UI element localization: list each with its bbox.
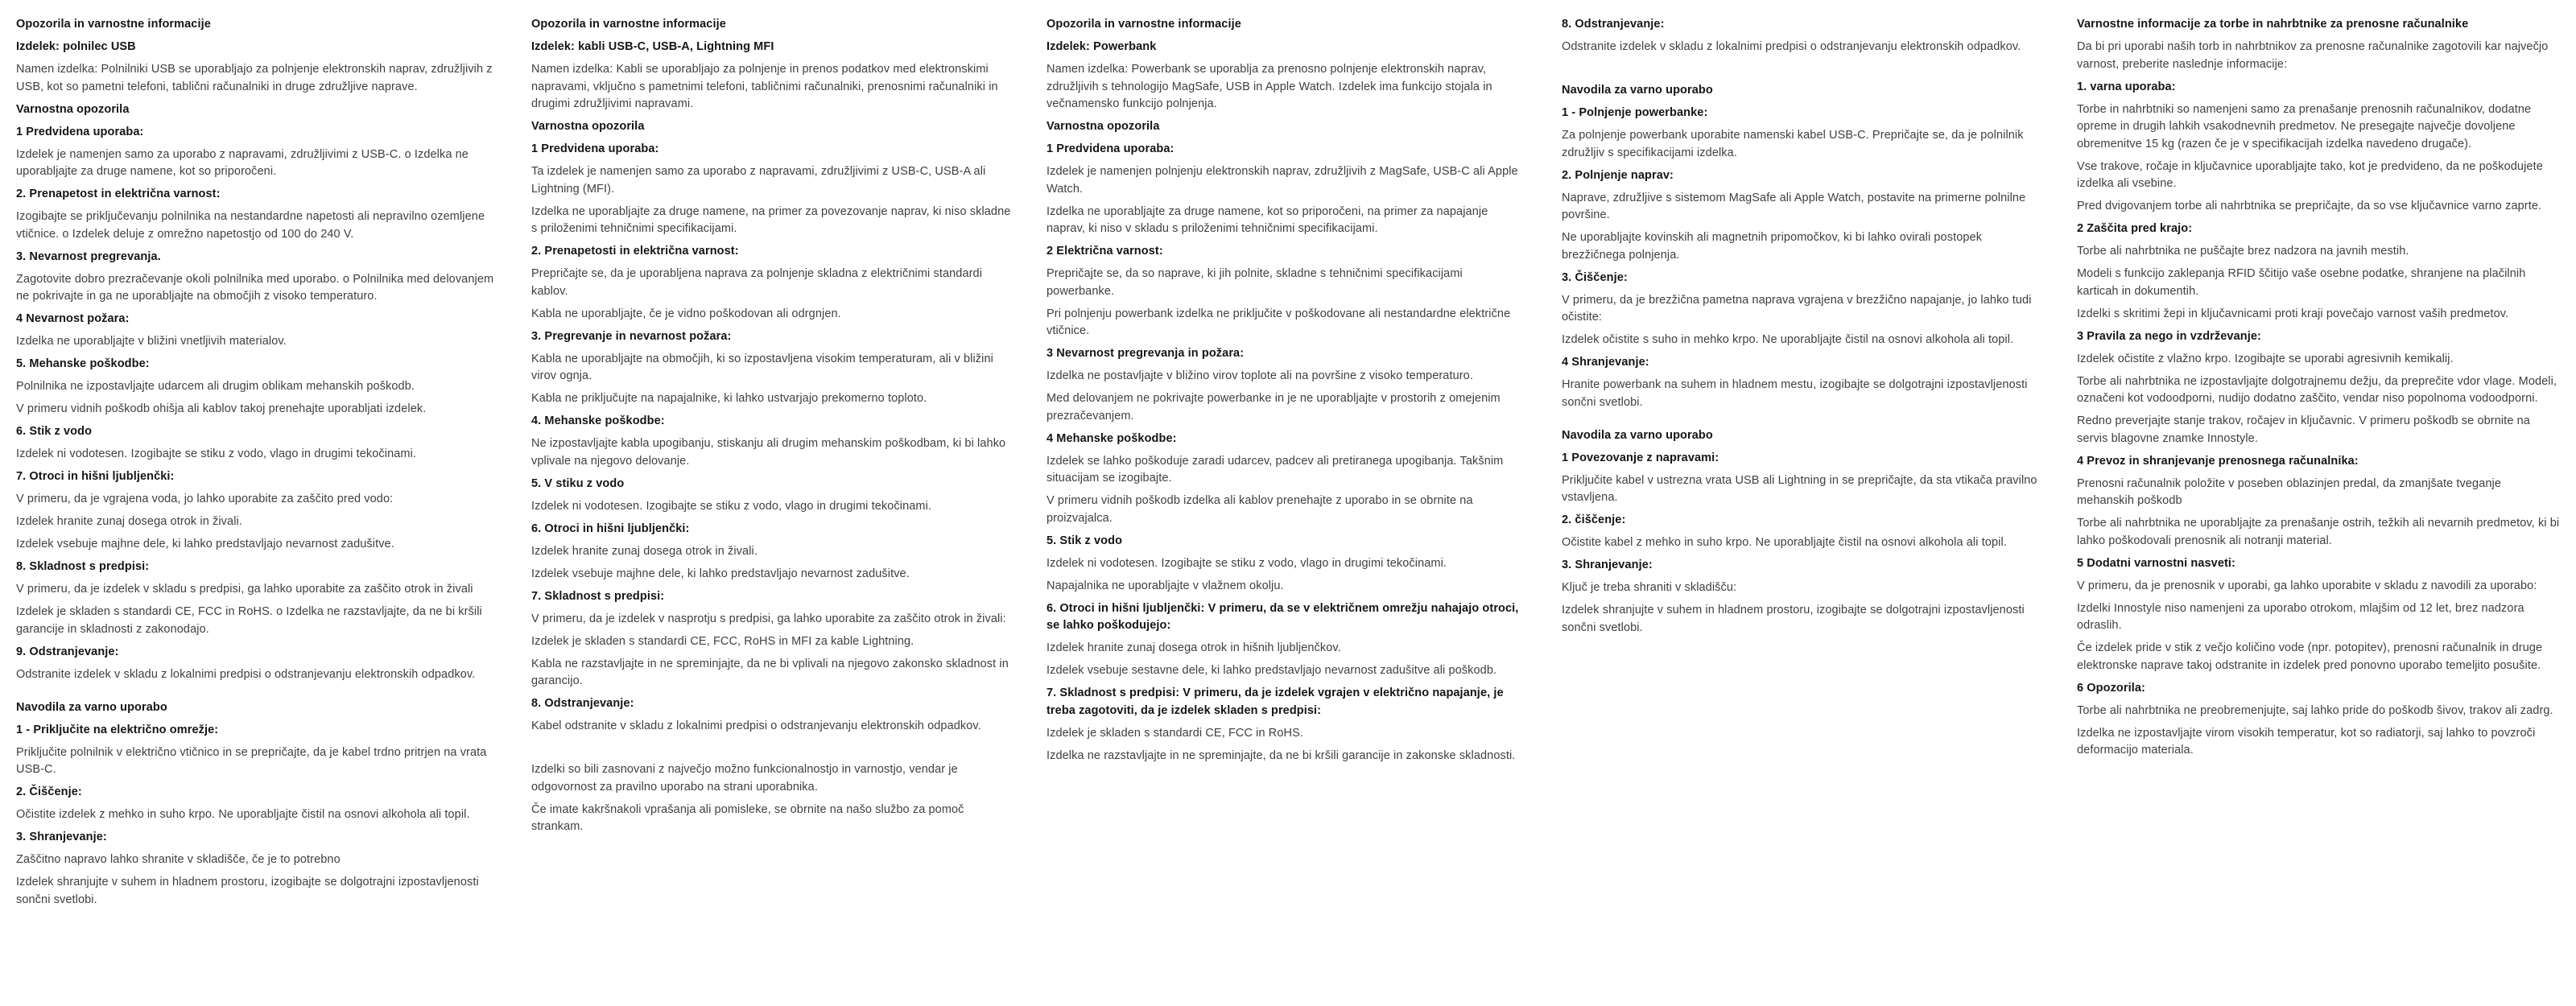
section-heading: 3 Nevarnost pregrevanja in požara: <box>1046 347 1245 360</box>
paragraph: Kabla ne priključujte na napajalnike, ki lahko ustvarjajo prekomerno toploto. <box>531 392 927 405</box>
paragraph: V primeru, da je izdelek v nasprotju s predpisi, ga lahko uporabite za zaščito otrok in živali: <box>531 612 1006 625</box>
section-spacer <box>16 689 499 699</box>
paragraph: Če imate kakršnakoli vprašanja ali pomisleke, se obrnite na našo službo za pomoč strankam. <box>531 802 964 833</box>
paragraph: Izdelek ni vodotesen. Izogibajte se stiku z vodo, vlago in drugimi tekočinami. <box>531 499 932 513</box>
paragraph: Ta izdelek je namenjen samo za uporabo z napravami, združljivimi z USB-C, USB-A ali Lightning (MFI). <box>531 165 986 196</box>
paragraph: Ne izpostavljajte kabla upogibanju, stiskanju ali drugim mehanskim poškodbam, ki bi lahko vplivale na njegovo delovanje. <box>531 437 1006 468</box>
column-laptop-bags <box>2077 16 2560 765</box>
column-powerbank <box>1046 16 1530 770</box>
section-heading: 6. Otroci in hišni ljubljenčki: <box>531 522 690 535</box>
section-heading: 2. Čiščenje: <box>16 785 82 798</box>
paragraph: Ne uporabljajte kovinskih ali magnetnih pripomočkov, ki bi lahko ovirali postopek brezžičnega polnjenja. <box>1562 231 1983 262</box>
section-heading: 6 Opozorila: <box>2077 681 2145 695</box>
column-usb-charger <box>16 16 499 914</box>
paragraph: Pri polnjenju powerbank izdelka ne priključite v poškodovane ali nestandardne električne vtičnice. <box>1046 307 1511 337</box>
section-heading: 4 Prevoz in shranjevanje prenosnega računalnika: <box>2077 454 2359 468</box>
paragraph: Izdelek hranite zunaj dosega otrok in živali. <box>531 544 758 558</box>
paragraph: V primeru vidnih poškodb izdelka ali kablov prenehajte z uporabo in se obrnite na proizvajalca. <box>1046 494 1473 525</box>
paragraph: Priključite kabel v ustrezna vrata USB ali Lightning in se prepričajte, da sta vtikača pravilno vstavljena. <box>1562 473 2037 504</box>
paragraph: V primeru, da je vgrajena voda, jo lahko uporabite za zaščito pred vodo: <box>16 493 394 505</box>
paragraph: Torbe ali nahrbtnika ne preobremenjujte, saj lahko pride do poškodb šivov, trakov ali zadrg. <box>2077 703 2553 717</box>
section-heading: 5. Mehanske poškodbe: <box>16 357 150 370</box>
section-heading: Varnostna opozorila <box>531 120 645 133</box>
section-heading: 5. V stiku z vodo <box>531 476 625 490</box>
paragraph: Izdelki s skritimi žepi in ključavnicami proti kraji povečajo varnost vaših predmetov. <box>2077 307 2509 320</box>
paragraph: Izdelki so bili zasnovani z največjo možno funkcionalnostjo in varnostjo, vendar je odgovornost za pravilno uporabo na strani uporabnika. <box>531 763 958 794</box>
paragraph: Izdelki Innostyle niso namenjeni za uporabo otrokom, mlajšim od 12 let, brez nadzora odraslih. <box>2077 601 2524 632</box>
paragraph: Modeli s funkcijo zaklepanja RFID ščitijo vaše osebne podatke, shranjene na plačilnih karticah in dokumentih. <box>2077 267 2526 298</box>
paragraph: Torbe ali nahrbtnika ne uporabljajte za prenašanje ostrih, težkih ali nevarnih predmetov, ki bi lahko poškodovali prenosnik ali notranji material. <box>2077 517 2560 547</box>
paragraph: Priključite polnilnik v električno vtičnico in se prepričajte, da je kabel trdno pritrjen na vrata USB-C. <box>16 745 487 776</box>
paragraph: Kabel odstranite v skladu z lokalnimi predpisi o odstranjevanju elektronskih odpadkov. <box>531 719 981 732</box>
section-heading: 3. Nevarnost pregrevanja. <box>16 249 161 263</box>
paragraph: Izdelek je skladen s standardi CE, FCC in RoHS. <box>1046 726 1303 740</box>
paragraph: Izdelek je skladen s standardi CE, FCC, RoHS in MFI za kable Lightning. <box>531 634 914 648</box>
paragraph: Naprave, združljive s sistemom MagSafe ali Apple Watch, postavite na primerne polnilne površine. <box>1562 191 2026 221</box>
paragraph: Izogibajte se priključevanju polnilnika na nestandardne napetosti ali nepravilno ozemljene vtičnice. o Izdelek deluje z omrežno napetostjo od 100 do 240 V. <box>16 210 485 241</box>
paragraph: Izdelek vsebuje majhne dele, ki lahko predstavljajo nevarnost zadušitve. <box>16 538 394 550</box>
paragraph: Izdelka ne uporabljajte za druge namene, na primer za povezovanje naprav, ki niso skladne s priloženimi tehničnimi specifikacijami. <box>531 204 1011 235</box>
paragraph: Kabla ne razstavljajte in ne spreminjajte, da ne bi vplivali na njegovo zakonsko skladnost in garancijo. <box>531 657 1009 687</box>
section-heading: 2 Zaščita pred krajo: <box>2077 222 2193 235</box>
paragraph: Odstranite izdelek v skladu z lokalnimi predpisi o odstranjevanju elektronskih odpadkov. <box>16 667 476 681</box>
paragraph: Izdelek očistite z vlažno krpo. Izogibajte se uporabi agresivnih kemikalij. <box>2077 352 2454 365</box>
paragraph: Hranite powerbank na suhem in hladnem mestu, izogibajte se dolgotrajni izpostavljenosti sončni svetlobi. <box>1562 378 2028 409</box>
section-heading: 4. Mehanske poškodbe: <box>531 414 665 427</box>
paragraph: Polnilnika ne izpostavljajte udarcem ali drugim oblikam mehanskih poškodb. <box>16 380 415 393</box>
paragraph: Kabla ne uporabljajte, če je vidno poškodovan ali odrgnjen. <box>531 307 841 320</box>
paragraph: Pred dvigovanjem torbe ali nahrbtnika se prepričajte, da so vse ključavnice varno zaprte. <box>2077 200 2542 212</box>
paragraph: Izdelka ne izpostavljajte virom visokih temperatur, kot so radiatorji, saj lahko to povzroči deformacijo materiala. <box>2077 726 2536 757</box>
paragraph: Izdelka ne razstavljajte in ne spreminjajte, da ne bi kršili garancije in zakonske skladnosti. <box>1046 748 1516 762</box>
paragraph: Redno preverjajte stanje trakov, ročajev in ključavnic. V primeru poškodb se obrnite na servis blagovne znamke Innostyle. <box>2077 414 2530 445</box>
paragraph: Očistite kabel z mehko in suho krpo. Ne uporabljajte čistil na osnovi alkohola ali topil. <box>1562 536 2007 549</box>
section-heading: Varnostna opozorila <box>16 102 130 116</box>
section-heading: Navodila za varno uporabo <box>1562 428 1713 442</box>
paragraph: Izdelek je skladen s standardi CE, FCC in RoHS. o Izdelka ne razstavljajte, da ne bi kršili garancije in skladnosti z zakonodajo. <box>16 605 482 636</box>
section-spacer <box>531 740 1014 761</box>
section-heading: 5. Stik z vodo <box>1046 534 1123 547</box>
paragraph: Kabla ne uporabljajte na območjih, ki so izpostavljena visokim temperaturam, ali v bližini virov ognja. <box>531 352 993 382</box>
paragraph: Izdelek shranjujte v suhem in hladnem prostoru, izogibajte se dolgotrajni izpostavljenosti sončni svetlobi. <box>16 876 479 906</box>
section-heading: 5 Dodatni varnostni nasveti: <box>2077 556 2235 570</box>
section-heading: 3. Shranjevanje: <box>1562 559 1653 571</box>
section-heading: Opozorila in varnostne informacije <box>1046 18 1241 31</box>
paragraph: Vse trakove, ročaje in ključavnice uporabljajte tako, kot je predvideno, da ne poškodujete izdelka ali vsebine. <box>2077 159 2543 190</box>
section-heading: 9. Odstranjevanje: <box>16 645 119 658</box>
section-heading: 4 Shranjevanje: <box>1562 356 1649 369</box>
section-heading: 8. Odstranjevanje: <box>1562 18 1665 31</box>
paragraph: Očistite izdelek z mehko in suho krpo. Ne uporabljajte čistil na osnovi alkohola ali topil. <box>16 808 470 821</box>
section-heading: 8. Odstranjevanje: <box>531 697 634 710</box>
paragraph: Izdelek je namenjen samo za uporabo z napravami, združljivimi z USB-C. o Izdelka ne uporabljajte za druge namene, kot so priporočeni. <box>16 147 469 178</box>
section-heading: 6. Stik z vodo <box>16 425 93 438</box>
paragraph: V primeru vidnih poškodb ohišja ali kablov takoj prenehajte uporabljati izdelek. <box>16 402 427 415</box>
section-heading: Izdelek: Powerbank <box>1046 40 1157 53</box>
section-heading: 1. varna uporaba: <box>2077 80 2176 93</box>
section-heading: Varnostne informacije za torbe in nahrbtnike za prenosne računalnike <box>2077 18 2469 31</box>
paragraph: Prepričajte se, da so naprave, ki jih polnite, skladne s tehničnimi specifikacijami powerbanke. <box>1046 267 1463 298</box>
column-cables <box>531 16 1014 841</box>
paragraph: Torbe ali nahrbtnika ne puščajte brez nadzora na javnih mestih. <box>2077 245 2409 258</box>
section-heading: Izdelek: kabli USB-C, USB-A, Lightning MFI <box>531 40 774 53</box>
section-heading: 7. Skladnost s predpisi: <box>531 589 665 603</box>
paragraph: Če izdelek pride v stik z večjo količino vode (npr. potopitev), prenosni računalnik in druge elektronske naprave takoj odstranite in izdelek pred ponovno uporabo temeljito posušite. <box>2077 641 2543 672</box>
paragraph: Izdelek hranite zunaj dosega otrok in hišnih ljubljenčkov. <box>1046 641 1341 654</box>
paragraph: V primeru, da je brezžična pametna naprava vgrajena v brezžično napajanje, jo lahko tudi očistite: <box>1562 293 2032 324</box>
paragraph: Izdelka ne uporabljajte v bližini vnetljivih materialov. <box>16 335 287 348</box>
paragraph: Ključ je treba shraniti v skladišču: <box>1562 581 1737 594</box>
paragraph: V primeru, da je izdelek v skladu s predpisi, ga lahko uporabite za zaščito otrok in živali <box>16 583 473 596</box>
paragraph: Da bi pri uporabi naših torb in nahrbtnikov za prenosne računalnike zagotovili kar največjo varnost, preberite naslednje informacije: <box>2077 40 2549 71</box>
section-heading: Navodila za varno uporabo <box>1562 84 1713 97</box>
section-heading: 8. Skladnost s predpisi: <box>16 560 150 573</box>
section-heading: 1 - Polnjenje powerbanke: <box>1562 106 1708 119</box>
section-heading: 2 Električna varnost: <box>1046 245 1163 258</box>
paragraph: Izdelek očistite s suho in mehko krpo. Ne uporabljajte čistil na osnovi alkohola ali topil. <box>1562 333 2014 346</box>
section-heading: 3. Čiščenje: <box>1562 270 1628 284</box>
section-heading: 3. Pregrevanje in nevarnost požara: <box>531 329 732 343</box>
paragraph: Izdelek ni vodotesen. Izogibajte se stiku z vodo, vlago in drugimi tekočinami. <box>16 447 417 460</box>
section-heading: 1 - Priključite na električno omrežje: <box>16 723 219 736</box>
section-heading: 7. Skladnost s predpisi: V primeru, da je izdelek vgrajen v električno napajanje, je treba zagotoviti, da je izdelek skladen s predpisi: <box>1046 686 1504 717</box>
section-heading: Navodila za varno uporabo <box>16 700 167 714</box>
paragraph: Namen izdelka: Polnilniki USB se uporabljajo za polnjenje elektronskih naprav, združljivih z USB, kot so pametni telefoni, tablični računalniki in druge združljive naprave. <box>16 63 493 93</box>
section-heading: 1 Predvidena uporaba: <box>16 125 144 138</box>
section-heading: 2. Prenapetosti in električna varnost: <box>531 245 739 258</box>
paragraph: Napajalnika ne uporabljajte v vlažnem okolju. <box>1046 579 1284 592</box>
paragraph: Zagotovite dobro prezračevanje okoli polnilnika med uporabo. o Polnilnika med delovanjem ne pokrivajte in ga ne uporabljajte na območjih z visoko temperaturo. <box>16 272 494 303</box>
section-heading: 2. Prenapetost in električna varnost: <box>16 188 221 200</box>
paragraph: Izdelka ne postavljajte v bližino virov toplote ali na površine z visoko temperaturo. <box>1046 369 1473 382</box>
paragraph: Torbe ali nahrbtnika ne izpostavljajte dolgotrajnemu dežju, da preprečite vdor vlage. Modeli, označeni kot vodoodporni, nudijo dodatno zaščito, vendar niso popolnoma vodoodporni. <box>2077 374 2557 405</box>
paragraph: Izdelek vsebuje majhne dele, ki lahko predstavljajo nevarnost zadušitve. <box>531 567 910 580</box>
paragraph: Prenosni računalnik položite v poseben oblazinjen predal, da zmanjšate tveganje mehanskih poškodb <box>2077 476 2502 507</box>
column-usage-instructions <box>1562 16 2045 642</box>
paragraph: Namen izdelka: Kabli se uporabljajo za polnjenje in prenos podatkov med elektronskimi napravami, vključno s pametnimi telefoni, tabličnimi računalniki, prenosnimi računalniki in drugimi združljivimi napravami. <box>531 63 998 110</box>
paragraph: Za polnjenje powerbank uporabite namenski kabel USB-C. Prepričajte se, da je polnilnik združljiv s specifikacijami izdelka. <box>1562 129 2024 159</box>
paragraph: Namen izdelka: Powerbank se uporablja za prenosno polnjenje elektronskih naprav, združljivih s tehnologijo MagSafe, USB in Apple Watch. Izdelek ima funkcijo stojala in večnamensko funkcijo polnjenja. <box>1046 63 1492 110</box>
section-spacer <box>1562 61 2045 82</box>
paragraph: Med delovanjem ne pokrivajte powerbanke in je ne uporabljajte v prostorih z omejenim prezračevanjem. <box>1046 392 1501 423</box>
section-heading: 3 Pravila za nego in vzdrževanje: <box>2077 329 2261 343</box>
section-heading: 1 Povezovanje z napravami: <box>1562 451 1719 464</box>
section-heading: 6. Otroci in hišni ljubljenčki: V primeru, da se v električnem omrežju nahajajo otroci, se lahko poškodujejo: <box>1046 601 1519 632</box>
paragraph: Izdelek vsebuje sestavne dele, ki lahko predstavljajo nevarnost zadušitve ali poškodb. <box>1046 664 1497 677</box>
paragraph: Zaščitno napravo lahko shranite v skladišče, če je to potrebno <box>16 853 341 866</box>
section-heading: Varnostna opozorila <box>1046 120 1160 133</box>
paragraph: Izdelek je namenjen polnjenju elektronskih naprav, združljivih z MagSafe, USB-C ali Apple Watch. <box>1046 165 1518 196</box>
section-heading: 4 Mehanske poškodbe: <box>1046 431 1177 445</box>
paragraph: Izdelek hranite zunaj dosega otrok in živali. <box>16 515 242 528</box>
paragraph: Izdelek se lahko poškoduje zaradi udarcev, padcev ali pretiranega upogibanja. Takšnim situacijam se izogibajte. <box>1046 454 1504 484</box>
paragraph: Izdelek shranjujte v suhem in hladnem prostoru, izogibajte se dolgotrajni izpostavljenosti sončni svetlobi. <box>1562 604 2025 634</box>
section-heading: 2. čiščenje: <box>1562 513 1626 526</box>
section-heading: 4 Nevarnost požara: <box>16 312 130 325</box>
paragraph: Odstranite izdelek v skladu z lokalnimi predpisi o odstranjevanju elektronskih odpadkov. <box>1562 40 2021 53</box>
paragraph: Izdelka ne uporabljajte za druge namene, kot so priporočeni, na primer za napajanje naprav, ki niso v skladu s priloženimi tehničnimi specifikacijami. <box>1046 204 1488 235</box>
section-heading: Izdelek: polnilec USB <box>16 40 136 53</box>
paragraph: V primeru, da je prenosnik v uporabi, ga lahko uporabite v skladu z navodili za uporabo: <box>2077 579 2537 592</box>
paragraph: Torbe in nahrbtniki so namenjeni samo za prenašanje prenosnih računalnikov, dodatne opreme in drugih lahkih vsakodnevnih predmetov. Ne presegajte največje dovoljene obremenitve 15 kg (razen če je v specifikacijah izdelka navedeno drugače). <box>2077 102 2532 150</box>
section-heading: 1 Predvidena uporaba: <box>531 142 659 155</box>
section-spacer <box>1562 417 2045 427</box>
paragraph: Prepričajte se, da je uporabljena naprava za polnjenje skladna z električnimi standardi kablov. <box>531 267 983 298</box>
section-heading: 1 Predvidena uporaba: <box>1046 142 1174 155</box>
section-heading: 2. Polnjenje naprav: <box>1562 168 1674 182</box>
section-heading: Opozorila in varnostne informacije <box>16 18 211 31</box>
paragraph: Izdelek ni vodotesen. Izogibajte se stiku z vodo, vlago in drugimi tekočinami. <box>1046 556 1447 570</box>
section-heading: 3. Shranjevanje: <box>16 831 107 843</box>
section-heading: Opozorila in varnostne informacije <box>531 18 726 31</box>
section-heading: 7. Otroci in hišni ljubljenčki: <box>16 470 175 483</box>
